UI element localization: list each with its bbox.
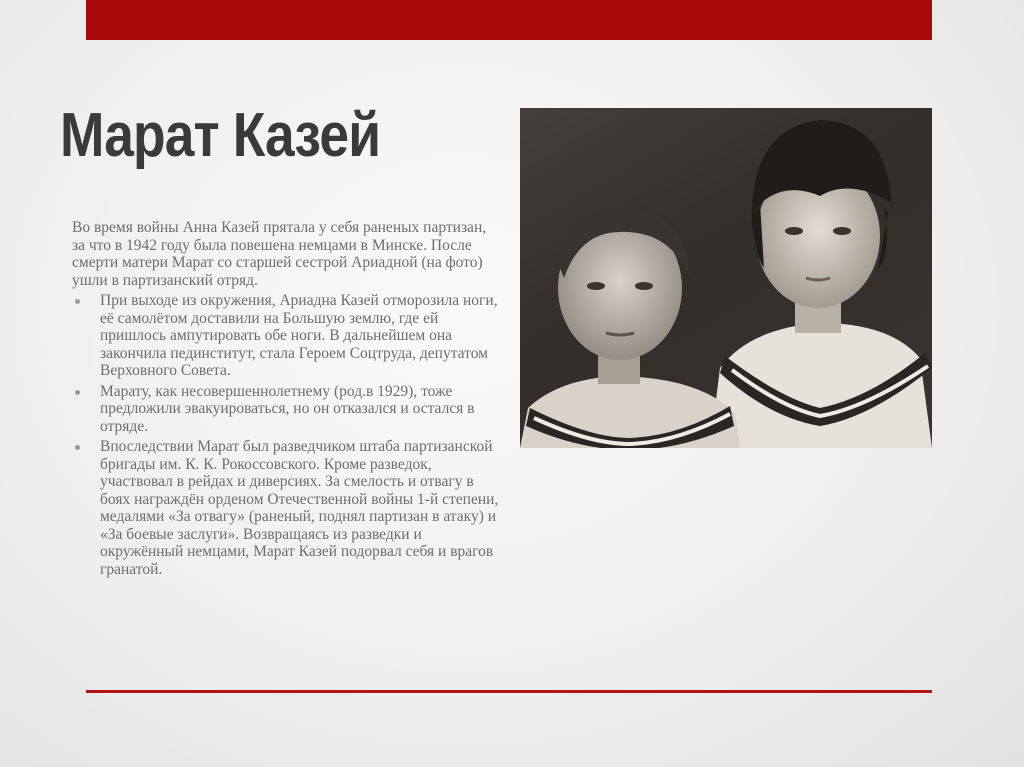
bullet-item: При выходе из окружения, Ариадна Казей отморозила ноги, её самолётом доставили на Большую землю, где ей пришлось ампутировать обе ноги. В дальнейшем она закончила пединститут, стала Героем Соцтруда, депутатом Верховного Совета. xyxy=(72,292,502,380)
bullet-item: Марату, как несовершеннолетнему (род.в 1929), тоже предложили эвакуироваться, но он отказался и остался в отряде. xyxy=(72,383,502,436)
photo-illustration xyxy=(520,108,932,448)
intro-paragraph: Во время войны Анна Казей прятала у себя раненых партизан, за что в 1942 году была повешена немцами в Минске. После смерти матери Марат со старшей сестрой Ариадной (на фото) ушли в партизанский отряд. xyxy=(72,219,487,289)
bottom-divider xyxy=(86,690,932,693)
historical-photo xyxy=(520,108,932,448)
slide-body xyxy=(72,219,502,578)
top-accent-bar xyxy=(86,0,932,40)
bullet-item: Впоследствии Марат был разведчиком штаба партизанской бригады им. К. К. Рокоссовского. Кроме разведок, участвовал в рейдах и диверсиях. За смелость и отвагу в боях награждён орденом Отечественной войны 1-й степени, медалями «За отвагу» (раненый, поднял партизан в атаку) и «За боевые заслуги». Возвращаясь из разведки и окружённый немцами, Марат Казей подорвал себя и врагов гранатой. xyxy=(72,438,502,578)
slide-title: Марат Казей xyxy=(60,101,381,170)
bullet-list xyxy=(72,292,502,578)
